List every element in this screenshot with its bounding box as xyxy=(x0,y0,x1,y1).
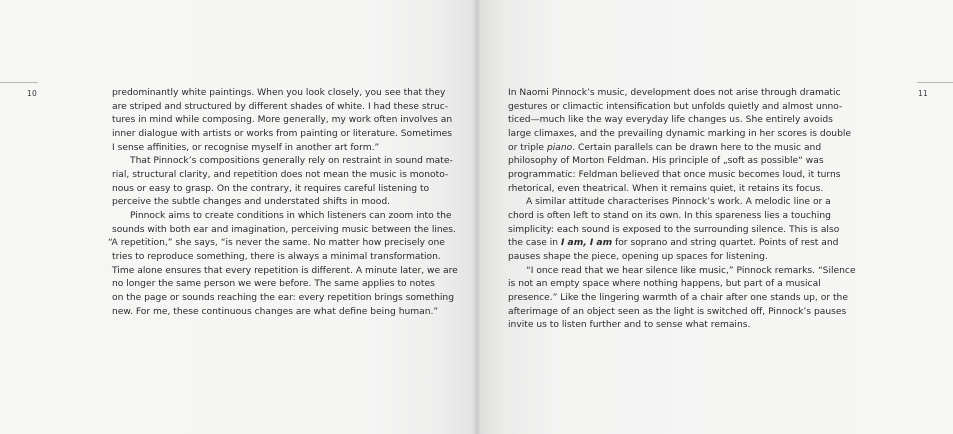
body-text: . Certain parallels can be drawn here to the music and xyxy=(572,142,822,153)
italic-term: piano xyxy=(546,142,573,153)
body-line: “I once read that we hear silence like music,” Pinnock remarks. “Silence xyxy=(526,265,856,276)
body-line: In Naomi Pinnock’s music, development does not arise through dramatic xyxy=(508,88,841,98)
body-line: tries to reproduce something, there is always a minimal transformation. xyxy=(112,251,441,262)
body-line: Pinnock aims to create conditions in which listeners can zoom into the xyxy=(130,210,452,221)
body-line: rhetorical, even theatrical. When it remains quiet, it retains its focus. xyxy=(508,183,824,194)
right-page-number: 11 xyxy=(918,89,928,98)
body-line: Time alone ensures that every repetition is different. A minute later, we are xyxy=(112,265,458,276)
body-line: new. For me, these continuous changes are what define being human.” xyxy=(112,306,439,317)
body-line: gestures or climactic intensification but unfolds quietly and almost unno- xyxy=(508,101,843,112)
body-line: large climaxes, and the prevailing dynamic marking in her scores is double xyxy=(508,128,852,139)
body-line xyxy=(508,142,868,156)
body-text: the case in xyxy=(508,238,561,249)
work-title: I am, I am xyxy=(560,238,613,249)
body-line: invite us to listen further and to sense what remains. xyxy=(508,320,751,331)
body-line: predominantly white paintings. When you look closely, you see that they xyxy=(112,88,446,98)
body-line: chord is often left to stand on its own. In this spareness lies a touching xyxy=(508,210,831,221)
body-line: on the page or sounds reaching the ear: every repetition brings something xyxy=(112,292,454,303)
body-line: I sense affinities, or recognise myself in another art form.” xyxy=(112,142,380,153)
body-text: for soprano and string quartet. Points of rest and xyxy=(612,238,839,249)
body-line xyxy=(508,237,868,251)
left-page-number: 10 xyxy=(27,89,37,98)
right-page-body xyxy=(508,87,868,333)
body-line: presence.” Like the lingering warmth of a chair after one stands up, or the xyxy=(508,292,848,303)
body-line: philosophy of Morton Feldman. His principle of „soft as possible“ was xyxy=(508,156,824,167)
body-line: “A repetition,” she says, “is never the same. No matter how precisely one xyxy=(108,238,445,249)
body-line: ticed—much like the way everyday life changes us. She entirely avoids xyxy=(508,115,833,126)
book-gutter xyxy=(472,0,481,434)
body-line: is not an empty space where nothing happens, but part of a musical xyxy=(508,279,821,290)
body-text: or triple xyxy=(508,142,547,153)
body-line: tures in mind while composing. More generally, my work often involves an xyxy=(112,115,453,126)
body-line: perceive the subtle changes and understated shifts in mood. xyxy=(112,197,391,208)
body-line: programmatic: Feldman believed that once music becomes loud, it turns xyxy=(508,169,841,180)
body-line: no longer the same person we were before. The same applies to notes xyxy=(112,279,435,290)
body-line: A similar attitude characterises Pinnock’s work. A melodic line or a xyxy=(526,197,831,208)
body-line: pauses shape the piece, opening up spaces for listening. xyxy=(508,251,768,262)
right-folio-rule xyxy=(917,82,953,83)
left-page-body xyxy=(108,87,472,319)
left-folio-rule xyxy=(0,82,38,83)
body-line: inner dialogue with artists or works from painting or literature. Sometimes xyxy=(112,128,453,139)
body-line: sounds with both ear and imagination, perceiving music between the lines. xyxy=(112,224,456,235)
body-line: rial, structural clarity, and repetition does not mean the music is monoto- xyxy=(112,169,449,180)
body-line: are striped and structured by different shades of white. I had these struc- xyxy=(112,101,449,112)
body-line: nous or easy to grasp. On the contrary, it requires careful listening to xyxy=(112,183,430,194)
body-line: That Pinnock’s compositions generally rely on restraint in sound mate- xyxy=(130,156,453,167)
body-line: afterimage of an object seen as the light is switched off, Pinnock’s pauses xyxy=(508,306,847,317)
body-line: simplicity: each sound is exposed to the surrounding silence. This is also xyxy=(508,224,840,235)
